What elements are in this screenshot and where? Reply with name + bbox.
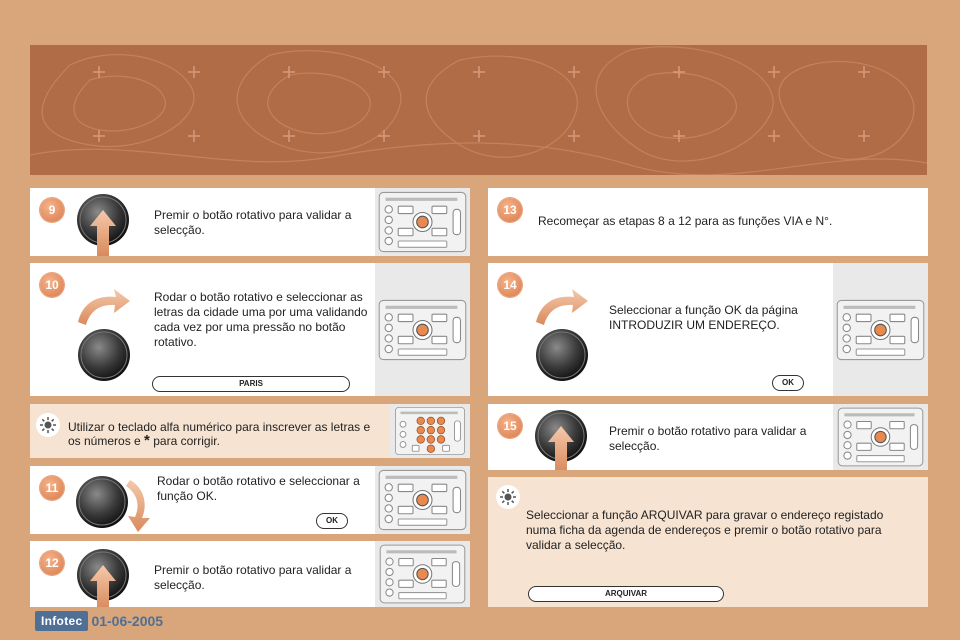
paris-option-button[interactable]: PARIS: [152, 376, 350, 392]
radio-panel-illustration: [375, 466, 470, 534]
step-number-badge: 10: [40, 273, 64, 297]
archive-tip-text: Seleccionar a função ARQUIVAR para gravar o endereço registado numa ficha da agenda de endereços e premir o botão rotativo para validar a selecção.: [526, 508, 884, 552]
cross-row-1: [93, 66, 870, 78]
radio-panel-illustration: [833, 263, 928, 396]
step-14-panel: [488, 263, 928, 396]
radio-panel-illustration: [375, 188, 470, 256]
step-number-badge: 15: [498, 414, 522, 438]
keypad-illustration: [390, 404, 470, 458]
step-9-panel: [30, 188, 470, 256]
step-13-text: Recomeçar as etapas 8 a 12 para as funções VIA e N°.: [538, 214, 833, 228]
step-12-text: Premir o botão rotativo para validar a selecção.: [154, 563, 352, 592]
step-9-text: Premir o botão rotativo para validar a selecção.: [154, 208, 352, 237]
rotary-knob-press-icon: [68, 543, 138, 607]
rotary-knob-press-icon: [68, 190, 138, 256]
topographic-pattern: [30, 45, 927, 175]
step-12-panel: [30, 541, 470, 607]
step-10-panel: [30, 263, 470, 396]
arquivar-option-button[interactable]: ARQUIVAR: [528, 586, 724, 602]
step-14-text: Seleccionar a função OK da página INTRODUZIR UM ENDEREÇO.: [609, 303, 798, 332]
archive-tip-panel: [488, 477, 928, 607]
keypad-tip-text: Utilizar o teclado alfa numérico para inscrever as letras e os números e * para corrigir.: [68, 420, 371, 449]
step-number-badge: 13: [498, 198, 522, 222]
rotary-knob-turn-icon: [68, 468, 158, 534]
footer: [35, 611, 163, 631]
info-sun-icon: [36, 413, 60, 437]
step-number-badge: 11: [40, 476, 64, 500]
step-number-badge: 14: [498, 273, 522, 297]
rotary-knob-press-icon: [526, 406, 596, 470]
step-15-panel: [488, 404, 928, 470]
info-sun-icon: [496, 485, 520, 509]
rotary-knob-turn-icon: [68, 287, 148, 387]
step-number-badge: 9: [40, 198, 64, 222]
keypad-tip-panel: [30, 404, 470, 458]
step-15-text: Premir o botão rotativo para validar a selecção.: [609, 424, 807, 453]
radio-panel-illustration: [375, 541, 470, 607]
step-11-panel: [30, 466, 470, 534]
ok-option-button[interactable]: OK: [316, 513, 348, 529]
publication-date: 01-06-2005: [91, 613, 164, 629]
step-number-badge: 12: [40, 551, 64, 575]
ok-option-button[interactable]: OK: [772, 375, 804, 391]
step-11-text: Rodar o botão rotativo e seleccionar a função OK.: [157, 474, 360, 503]
infotec-logo: Infotec: [35, 611, 88, 631]
step-10-text: Rodar o botão rotativo e seleccionar as letras da cidade uma por uma validando cada vez por uma pressão no botão rotativo.: [154, 290, 368, 349]
header-banner: [30, 45, 927, 175]
step-13-panel: [488, 188, 928, 256]
asterisk-symbol: *: [144, 432, 150, 449]
radio-panel-illustration: [375, 263, 470, 396]
rotary-knob-turn-icon: [526, 287, 606, 387]
radio-panel-illustration: [833, 404, 928, 470]
